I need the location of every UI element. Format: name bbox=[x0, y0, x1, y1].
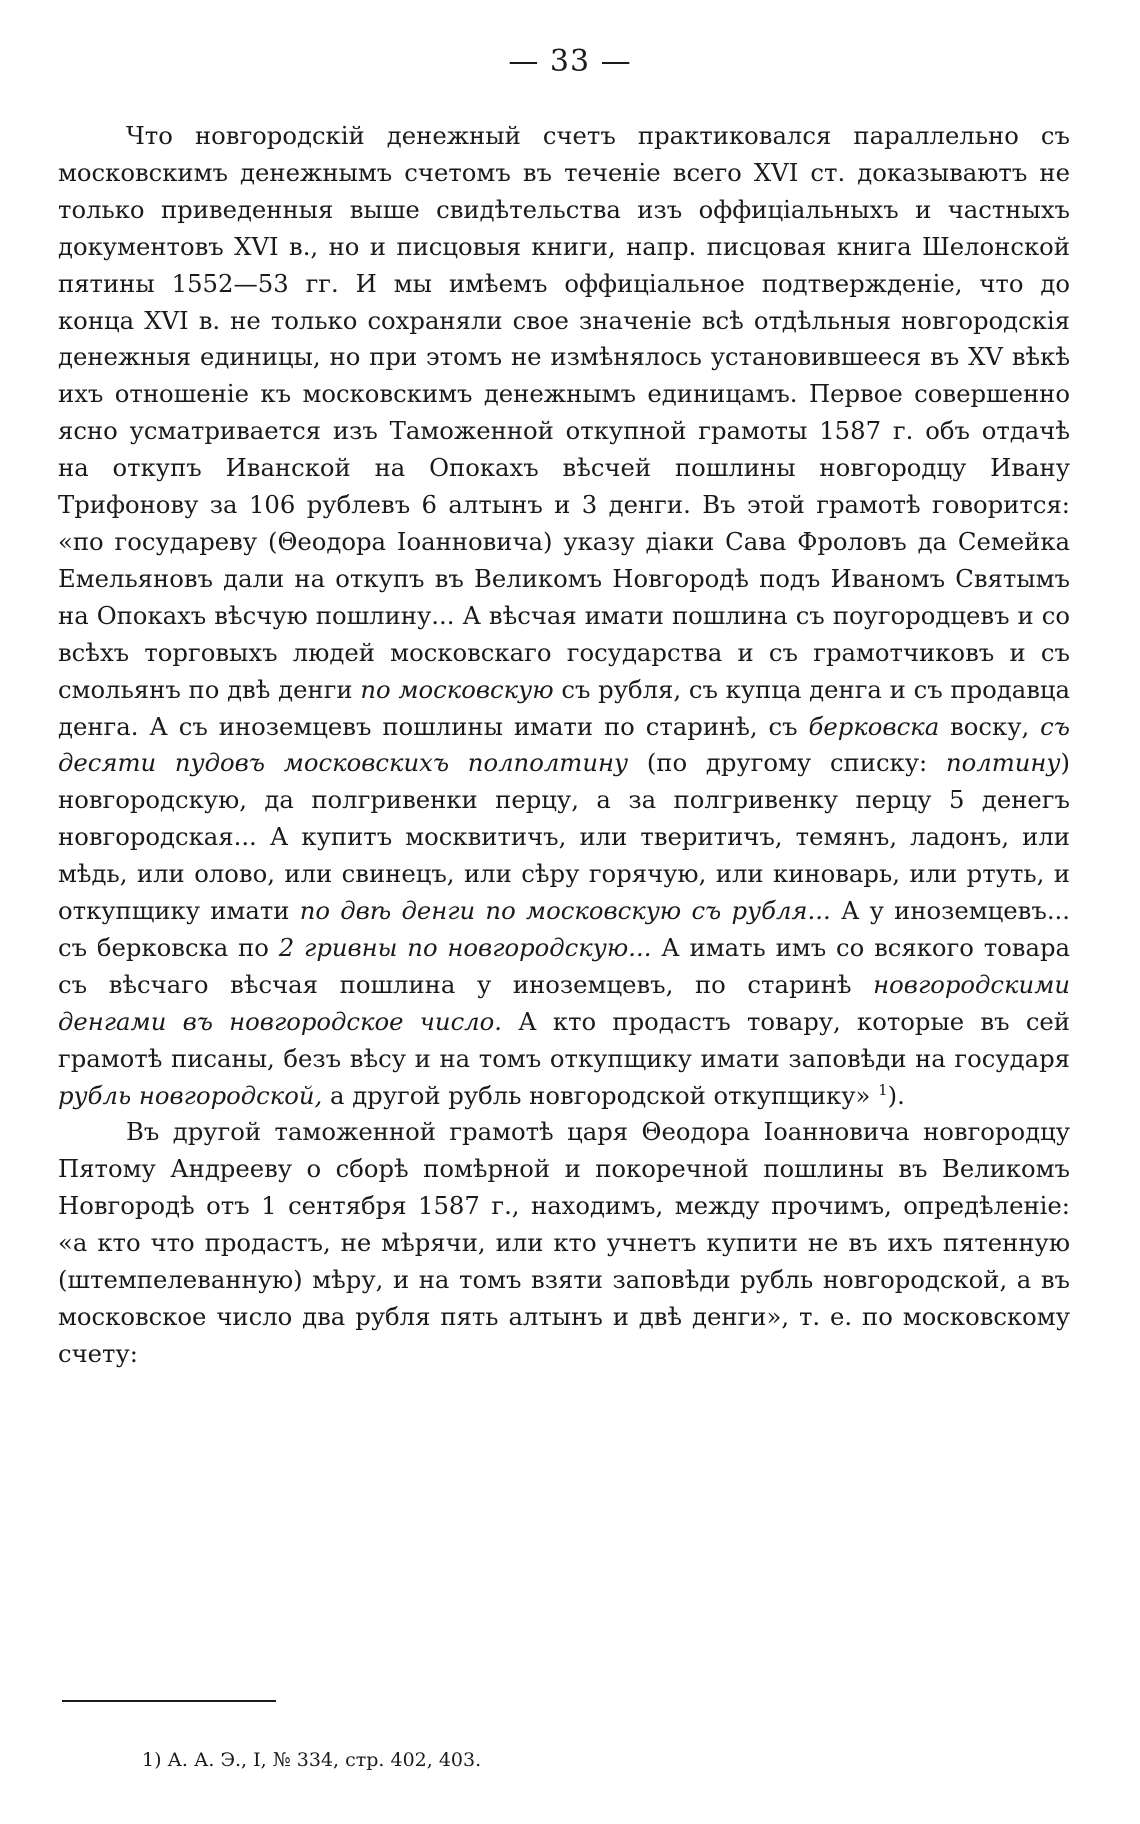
paragraph-1 bbox=[58, 118, 1070, 1114]
text-run: А кто продастъ товару, которые въ сей грамотѣ писаны, безъ вѣсу и на томъ откупщику имати заповѣди на государя bbox=[58, 1006, 1070, 1073]
text-run: ). bbox=[887, 1080, 905, 1110]
italic-run: полтину bbox=[945, 748, 1061, 778]
text-run: А имать имъ со всякого товара съ вѣсчаго вѣсчая пошлина у иноземцевъ, по старинѣ bbox=[58, 932, 1070, 999]
footnote-ref[interactable]: 1 bbox=[878, 1080, 888, 1099]
footnote: 1) А. А. Э., I, № 334, стр. 402, 403. bbox=[142, 1749, 482, 1771]
italic-run: рубль новгородской, bbox=[58, 1080, 323, 1110]
italic-run: новгородскими денгами въ новгородское число. bbox=[58, 969, 1070, 1036]
page-number: — 33 — bbox=[508, 44, 632, 79]
text-run: Что новгородскій денежный счетъ практиковался параллельно съ московскимъ денежнымъ счетомъ въ теченіе всего XVI ст. доказываютъ не только приведенныя выше свидѣтельства изъ оффиціальныхъ и частныхъ документовъ XVI в., но и писцовыя книги, напр. писцовая книга Шелонской пятины 1552—53 гг. И мы имѣемъ оффиціальное подтвержденіе, что до конца XVI в. не только сохраняли свое значеніе всѣ отдѣльныя новгородскія денежныя единицы, но при этомъ не измѣнялось установившееся въ XV вѣкѣ ихъ отношеніе къ московскимъ денежнымъ единицамъ. Первое совершенно ясно усматривается изъ Таможенной откупной грамоты 1587 г. объ отдачѣ на откупъ Иванской на Опокахъ вѣсчей пошлины новгородцу Ивану Трифонову за 106 рублевъ 6 алтынъ и 3 денги. Въ этой грамотѣ говорится: «по государеву (Θеодора Іоанновича) указу діаки Сава Фроловъ да Семейка Емельяновъ дали на откупъ въ Великомъ Новгородѣ подъ Иваномъ Святымъ на Опокахъ вѣсчую пошлину... А вѣсчая имати пошлина съ поугородцевъ и со всѣхъ торговыхъ людей московскаго государства и съ грамотчиковъ и съ смольянъ по двѣ денги bbox=[58, 121, 1070, 704]
text-run: А у иноземцевъ... съ берковска по bbox=[58, 896, 1070, 962]
text-run: воску, bbox=[939, 711, 1041, 741]
italic-run: 2 гривны по новгородскую... bbox=[278, 932, 652, 962]
text-run: (по другому списку: bbox=[628, 748, 946, 778]
italic-run: съ десяти пудовъ московскихъ полполтину bbox=[58, 711, 1070, 778]
text-run: съ рубля, съ купца денга и съ продавца денга. А съ иноземцевъ пошлины имати по старинѣ, съ bbox=[58, 674, 1070, 741]
italic-run: берковска bbox=[808, 711, 940, 741]
text-run: а другой рубль новгородской откупщику» bbox=[322, 1080, 879, 1110]
text-run: ) новгородскую, да полгривенки перцу, а за полгривенку перцу 5 денегъ новгородская... А купитъ москвитичъ, или тверитичъ, темянъ, ладонъ, или мѣдь, или олово, или свинецъ, или сѣру горячую, или киноварь, или ртуть, и откупщику имати bbox=[58, 748, 1070, 926]
paragraph-2: Въ другой таможенной грамотѣ царя Θеодора Іоанновича новгородцу Пятому Андрееву о сборѣ помѣрной и покоречной пошлины въ Великомъ Новгородѣ отъ 1 сентября 1587 г., находимъ, между прочимъ, опредѣленіе: «а кто что продастъ, не мѣрячи, или кто учнетъ купити не въ ихъ пятенную (штемпелеванную) мѣру, и на томъ взяти заповѣди рубль новгородской, а въ московское число два рубля пять алтынъ и двѣ денги», т. е. по московскому счету: bbox=[58, 1117, 1070, 1368]
italic-run: по двѣ денги по московскую съ рубля... bbox=[299, 896, 831, 926]
body-text bbox=[58, 118, 1070, 1373]
footnote-divider bbox=[62, 1700, 276, 1702]
italic-run: по московскую bbox=[360, 674, 554, 704]
